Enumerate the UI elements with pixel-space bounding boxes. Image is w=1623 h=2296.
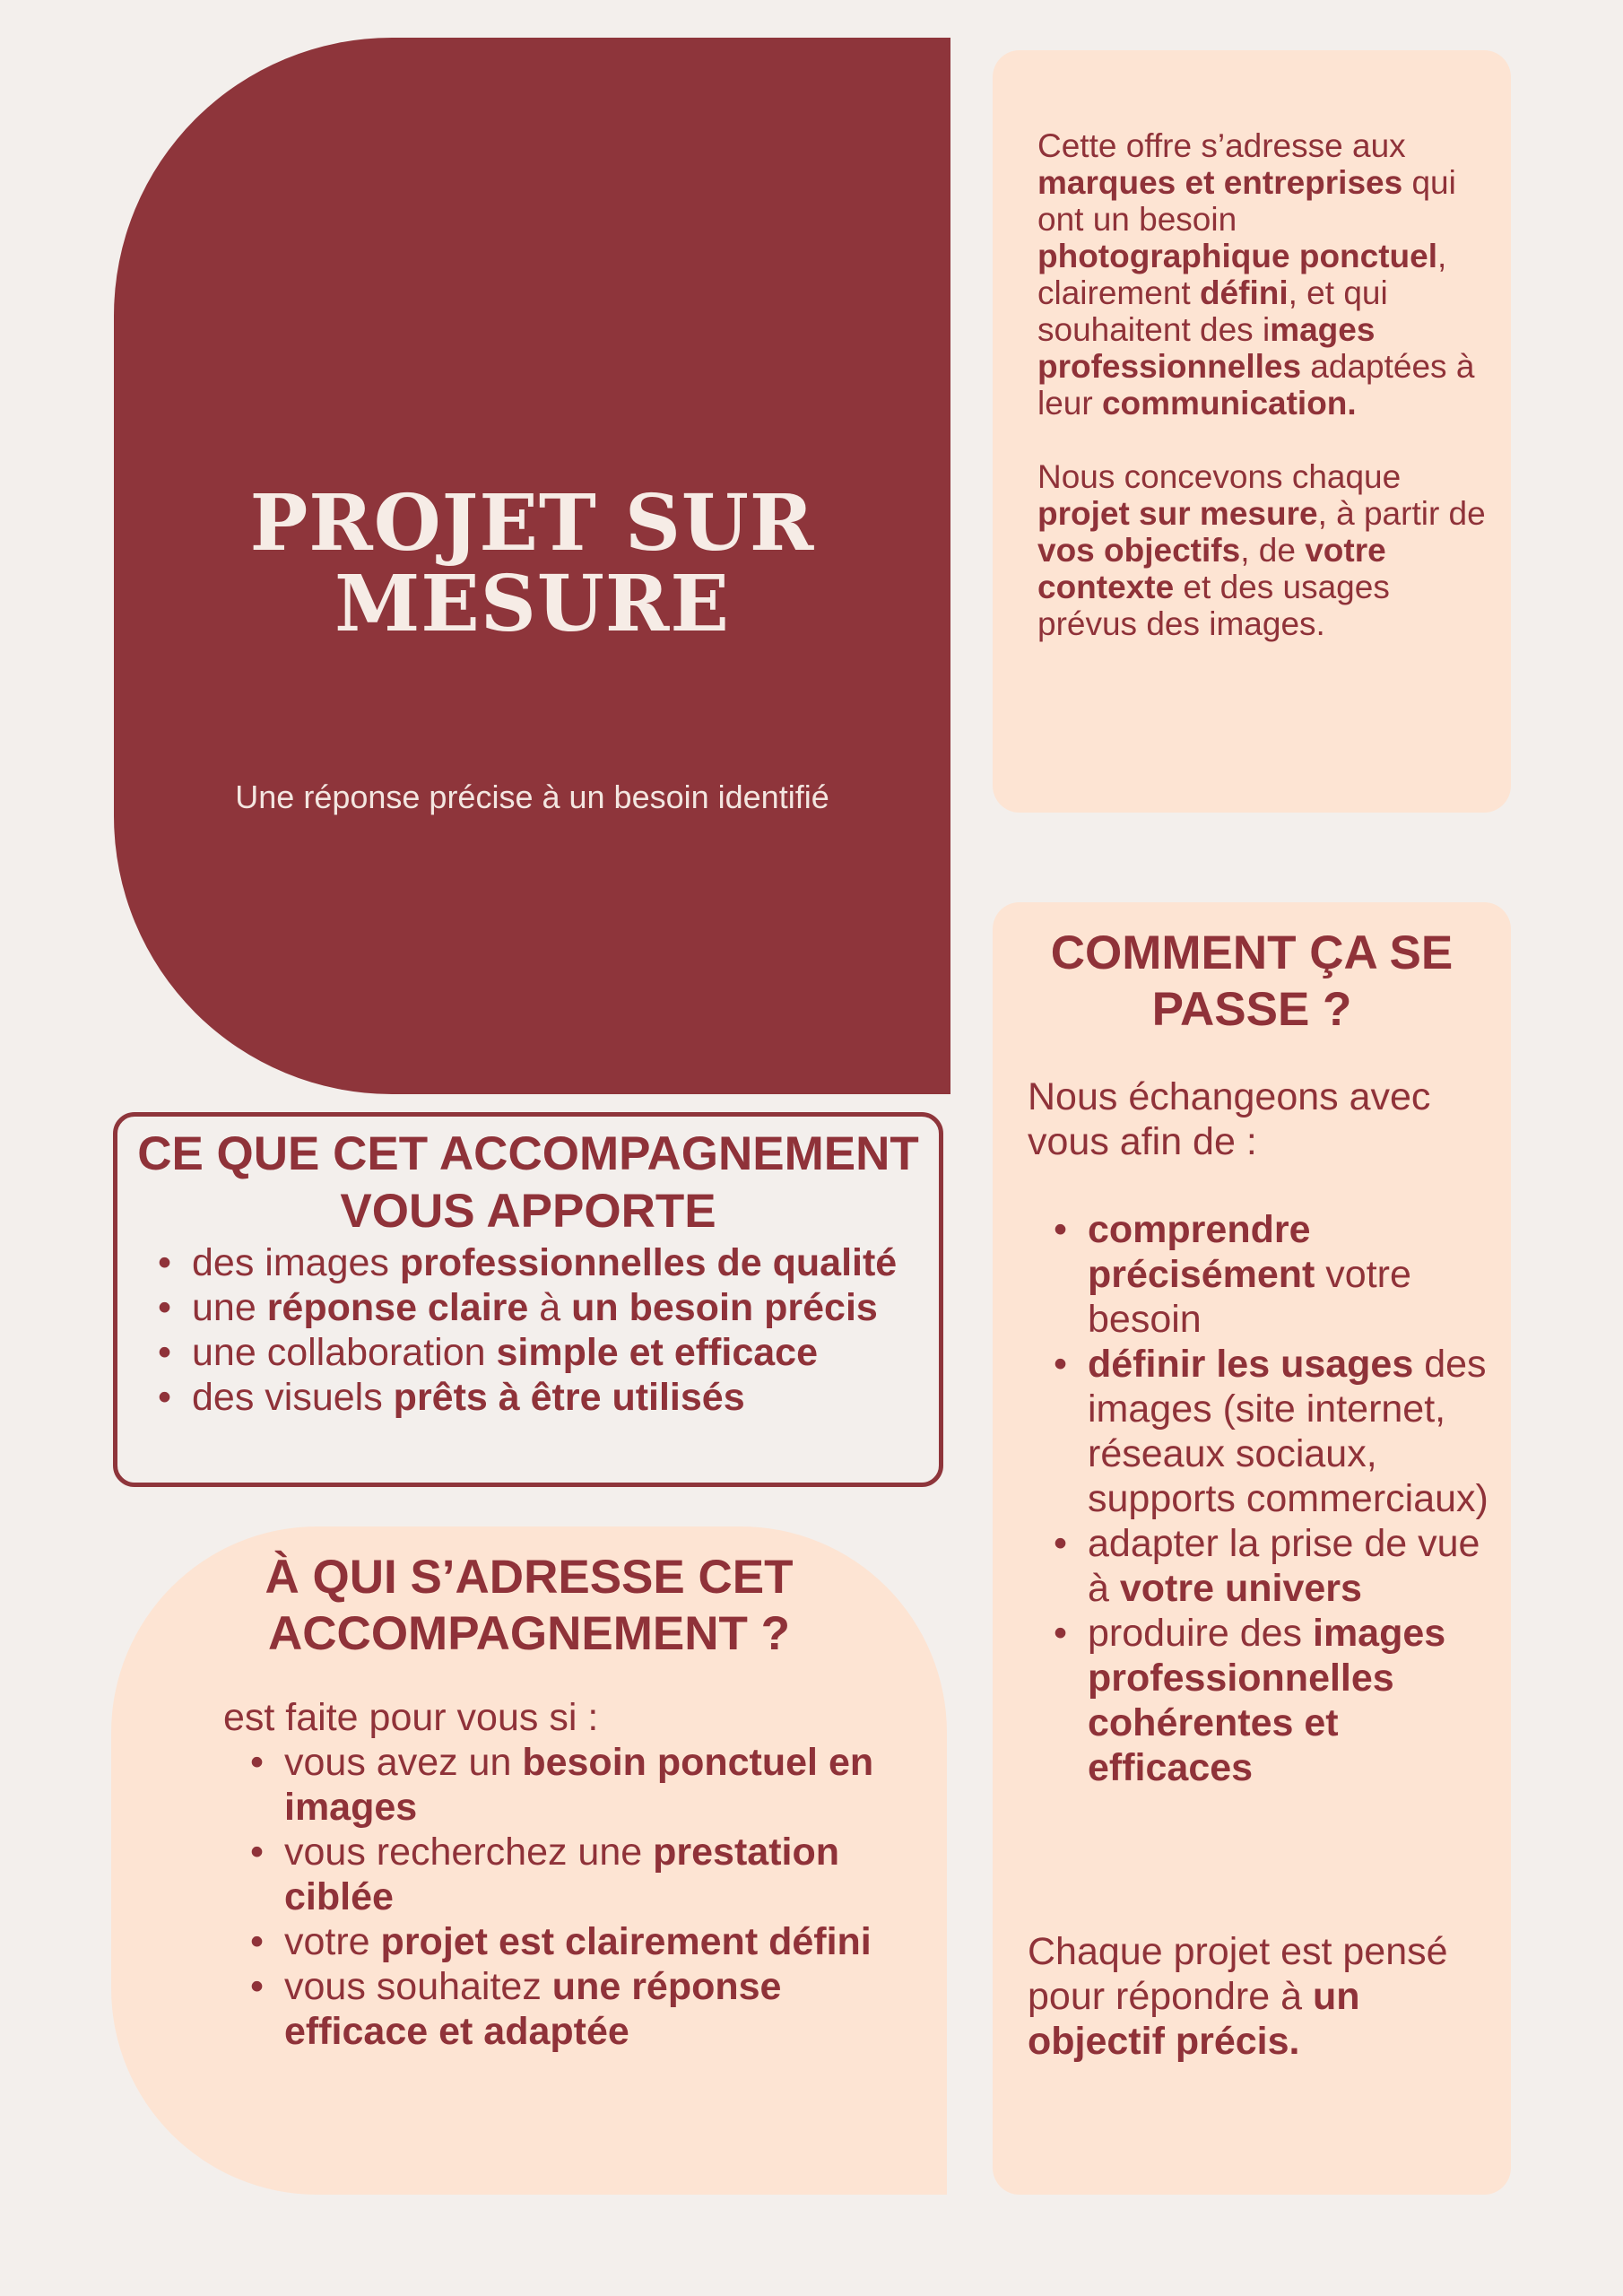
list-item-text: produire des bbox=[1088, 1612, 1313, 1655]
intro-text-bold: vos objectifs bbox=[1037, 532, 1241, 569]
list-item bbox=[158, 1240, 929, 1285]
intro-text-bold: communication. bbox=[1101, 385, 1357, 422]
intro-text-segment: Cette offre s’adresse aux bbox=[1037, 127, 1406, 164]
list-item-bold: simple et efficace bbox=[496, 1331, 818, 1374]
intro-paragraph-2 bbox=[1037, 458, 1486, 642]
list-item-bold: professionnelles de qualité bbox=[399, 1241, 898, 1284]
intro-text-bold: mages professionnelles bbox=[1037, 311, 1376, 385]
list-item-text: vous souhaitez bbox=[284, 1965, 552, 2008]
hero-title-line-1: PROJET SUR bbox=[249, 478, 815, 569]
process-list bbox=[1054, 1207, 1493, 1790]
process-intro: Nous échangeons avec vous afin de : bbox=[1028, 1075, 1431, 1163]
intro-text-segment: adaptées à leur bbox=[1037, 348, 1475, 422]
list-item-bold: comprendre précisément bbox=[1088, 1208, 1315, 1296]
list-item bbox=[250, 1964, 914, 2054]
list-item-bold: projet est clairement défini bbox=[380, 1920, 872, 1963]
list-item-bold: un besoin précis bbox=[571, 1286, 878, 1329]
list-item-text: vous avez un bbox=[284, 1741, 523, 1784]
hero-title-line-2: MESURE bbox=[334, 559, 730, 649]
audience-title-line-2: ACCOMPAGNEMENT ? bbox=[268, 1607, 790, 1660]
intro-text-bold: photographique ponctuel bbox=[1037, 238, 1438, 274]
intro-card bbox=[993, 50, 1511, 813]
intro-text-segment: , de bbox=[1240, 532, 1306, 569]
audience-title bbox=[111, 1549, 947, 1662]
list-item bbox=[158, 1330, 929, 1375]
intro-text-segment: , à partir de bbox=[1317, 495, 1486, 532]
process-title-line-2: PASSE ? bbox=[1151, 983, 1352, 1036]
list-item bbox=[1054, 1521, 1493, 1611]
hero-title bbox=[114, 478, 950, 649]
list-item-text: des visuels bbox=[192, 1376, 394, 1419]
list-item bbox=[158, 1285, 929, 1330]
list-item bbox=[250, 1919, 914, 1964]
audience-card bbox=[111, 1526, 947, 2195]
list-item-text: adapter la prise de vue à bbox=[1088, 1522, 1480, 1610]
benefits-box bbox=[113, 1112, 943, 1487]
list-item-bold: besoin ponctuel en images bbox=[284, 1741, 874, 1829]
benefits-title-line-1: CE QUE CET ACCOMPAGNEMENT bbox=[137, 1127, 919, 1180]
process-outro-text: Chaque projet est pensé pour répondre à bbox=[1028, 1930, 1448, 2018]
intro-text-bold: projet sur mesure bbox=[1037, 495, 1318, 532]
list-item bbox=[1054, 1207, 1493, 1342]
audience-list bbox=[250, 1740, 914, 2054]
list-item-text: vous recherchez une bbox=[284, 1831, 654, 1874]
process-title-line-1: COMMENT ÇA SE bbox=[1050, 926, 1454, 979]
list-item-bold: images professionnelles cohérentes et efficaces bbox=[1088, 1612, 1446, 1789]
intro-text-segment: et des usages prévus des images. bbox=[1037, 569, 1390, 642]
list-item bbox=[1054, 1611, 1493, 1790]
list-item-text: votre besoin bbox=[1088, 1253, 1411, 1341]
benefits-title-line-2: VOUS APPORTE bbox=[340, 1185, 716, 1238]
list-item-bold: réponse claire bbox=[266, 1286, 529, 1329]
list-item-text: une collaboration bbox=[192, 1331, 497, 1374]
intro-text-bold: marques et entreprises bbox=[1037, 164, 1403, 201]
intro-paragraph-1 bbox=[1037, 127, 1486, 422]
benefits-title bbox=[117, 1126, 939, 1240]
list-item bbox=[1054, 1342, 1493, 1521]
audience-title-line-1: À QUI S’ADRESSE CET bbox=[265, 1551, 794, 1604]
list-item bbox=[250, 1740, 914, 1830]
intro-text-segment: , clairement bbox=[1037, 238, 1447, 311]
hero-block bbox=[114, 38, 950, 1094]
intro-text bbox=[1037, 127, 1486, 679]
process-title bbox=[993, 925, 1511, 1038]
list-item-text: une bbox=[192, 1286, 267, 1329]
benefits-list bbox=[158, 1240, 929, 1420]
process-outro-bold: un objectif précis. bbox=[1028, 1975, 1360, 2063]
list-item bbox=[250, 1830, 914, 1919]
intro-text-segment: Nous concevons chaque bbox=[1037, 458, 1402, 495]
list-item-bold: une réponse efficace et adaptée bbox=[284, 1965, 782, 2053]
hero-subtitle: Une réponse précise à un besoin identifié bbox=[235, 778, 829, 815]
intro-text-bold: défini bbox=[1199, 274, 1289, 311]
list-item-bold: votre univers bbox=[1119, 1567, 1362, 1610]
list-item-text: votre bbox=[284, 1920, 381, 1963]
list-item-bold: définir les usages bbox=[1088, 1343, 1414, 1386]
intro-text-segment: , et qui souhaitent des i bbox=[1037, 274, 1388, 348]
process-outro bbox=[1028, 1929, 1494, 2064]
list-item-text: des images (site internet, réseaux sociaux, supports commerciaux) bbox=[1088, 1343, 1488, 1520]
audience-intro: est faite pour vous si : bbox=[223, 1696, 599, 1739]
process-card bbox=[993, 902, 1511, 2195]
list-item bbox=[158, 1375, 929, 1420]
list-item-text: à bbox=[528, 1286, 572, 1329]
intro-text-segment: qui ont un besoin bbox=[1037, 164, 1456, 238]
list-item-text: des images bbox=[192, 1241, 400, 1284]
list-item-bold: prêts à être utilisés bbox=[393, 1376, 745, 1419]
intro-text-bold: votre contexte bbox=[1037, 532, 1386, 605]
list-item-bold: prestation ciblée bbox=[284, 1831, 839, 1918]
